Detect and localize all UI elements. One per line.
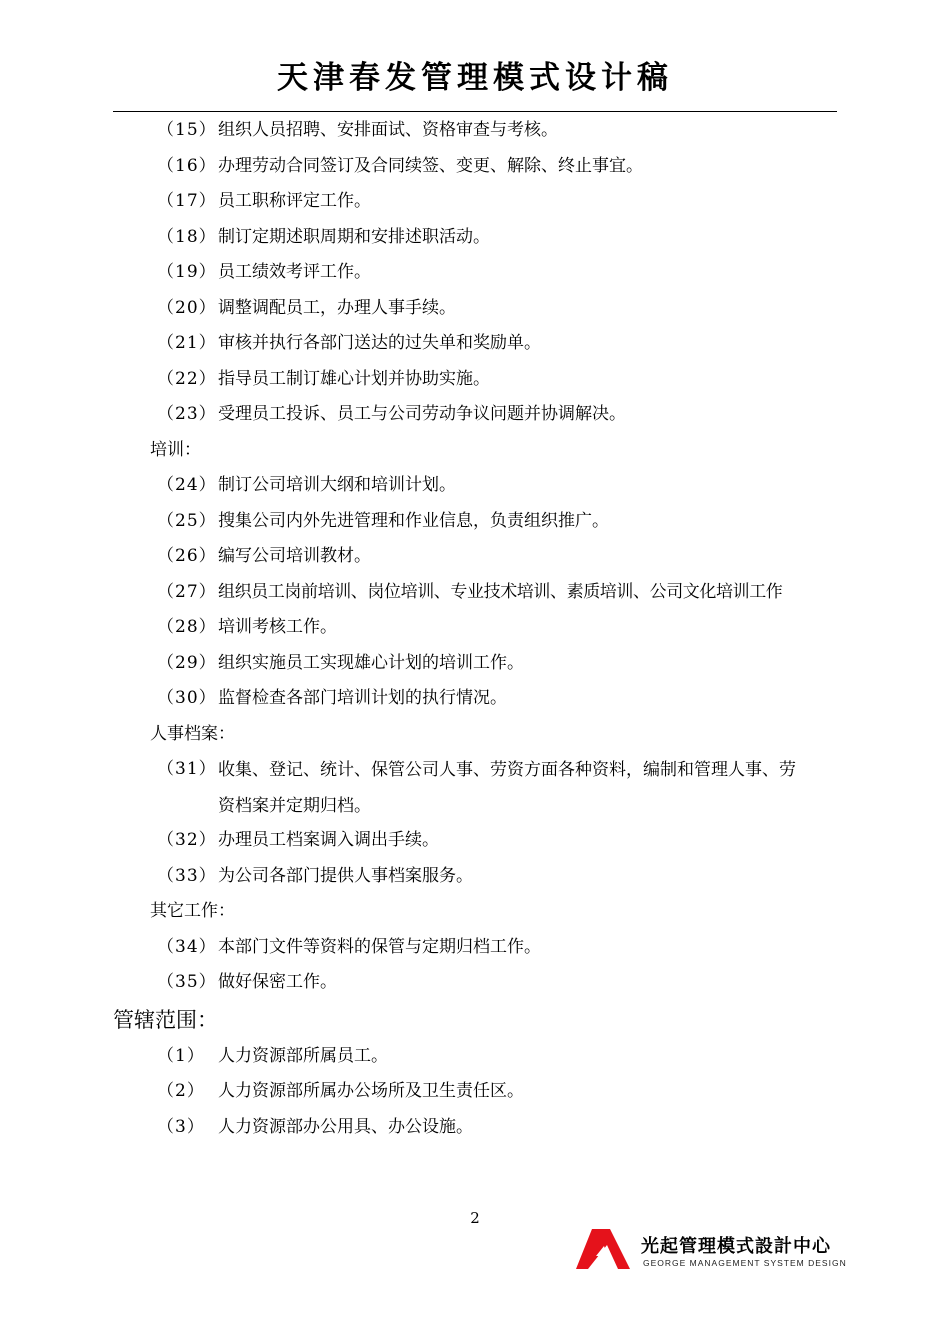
item-text: 制订定期述职周期和安排述职活动。 — [218, 226, 490, 247]
list-item — [113, 114, 837, 150]
item-text: 受理员工投诉、员工与公司劳动争议问题并协调解决。 — [218, 404, 626, 424]
document-body — [113, 114, 837, 1146]
training-heading: 培训： — [150, 439, 201, 460]
item-text: 制订公司培训大纲和培训计划。 — [218, 475, 456, 495]
scope-heading: 管辖范围： — [113, 1007, 218, 1032]
item-text: 办理员工档案调入调出手续。 — [218, 830, 439, 850]
item-number: （30） — [157, 688, 217, 708]
list-item — [113, 327, 837, 363]
item-text-line2: 资档案并定期归档。 — [218, 795, 371, 816]
list-item — [113, 824, 837, 860]
list-item — [113, 505, 837, 541]
item-number: （19） — [157, 262, 217, 282]
item-text: 搜集公司内外先进管理和作业信息，负责组织推广。 — [218, 510, 609, 531]
item-text: 指导员工制订雄心计划并协助实施。 — [218, 368, 490, 389]
item-text: 人力资源部所属办公场所及卫生责任区。 — [218, 1081, 524, 1101]
item-text: 组织人员招聘、安排面试、资格审查与考核。 — [218, 120, 558, 140]
item-number: （32） — [157, 830, 217, 850]
list-item — [113, 1111, 837, 1147]
header-divider — [113, 111, 837, 112]
item-text — [218, 753, 837, 824]
item-number: （35） — [157, 972, 217, 992]
item-number: （3） — [157, 1116, 205, 1137]
item-number: （18） — [157, 226, 217, 247]
list-item — [113, 931, 837, 967]
page-title: 天津春发管理模式设计稿 — [277, 60, 673, 96]
item-text: 编写公司培训教材。 — [218, 546, 371, 566]
list-item — [113, 540, 837, 576]
list-item — [113, 576, 837, 612]
item-number: （27） — [157, 581, 217, 602]
item-text: 组织实施员工实现雄心计划的培训工作。 — [218, 652, 524, 673]
item-number: （34） — [157, 936, 217, 957]
item-text: 调整调配员工，办理人事手续。 — [218, 297, 456, 318]
item-text: 办理劳动合同签订及合同续签、变更、解除、终止事宜。 — [218, 155, 643, 176]
item-text: 组织员工岗前培训、岗位培训、专业技术培训、素质培训、公司文化培训工作 — [218, 581, 783, 602]
item-number: （33） — [157, 865, 217, 886]
item-text: 员工职称评定工作。 — [218, 191, 371, 211]
list-item — [113, 1040, 837, 1076]
item-text: 审核并执行各部门送达的过失单和奖励单。 — [218, 333, 541, 353]
list-item — [113, 398, 837, 434]
item-number: （16） — [157, 155, 217, 176]
list-item — [113, 469, 837, 505]
item-number: （15） — [157, 120, 217, 140]
list-item — [113, 682, 837, 718]
item-number: （23） — [157, 404, 217, 424]
other-heading: 其它工作： — [150, 901, 235, 921]
item-text: 为公司各部门提供人事档案服务。 — [218, 865, 473, 886]
item-number: （24） — [157, 475, 217, 495]
item-text: 人力资源部所属员工。 — [218, 1045, 388, 1066]
page-number: 2 — [470, 1209, 480, 1227]
item-number: （2） — [157, 1081, 205, 1101]
item-text: 培训考核工作。 — [218, 617, 337, 637]
archives-heading: 人事档案： — [150, 723, 235, 744]
list-item — [113, 753, 837, 824]
list-item — [113, 860, 837, 896]
logo-subtitle: GEORGE MANAGEMENT SYSTEM DESIGN — [643, 1258, 847, 1268]
company-logo — [574, 1228, 847, 1270]
list-item — [113, 150, 837, 186]
item-text: 本部门文件等资料的保管与定期归档工作。 — [218, 936, 541, 957]
item-number: （31） — [157, 759, 217, 779]
list-item — [113, 647, 837, 683]
item-number: （1） — [157, 1045, 205, 1066]
item-number: （25） — [157, 510, 217, 531]
item-number: （29） — [157, 652, 217, 673]
list-item — [113, 611, 837, 647]
list-item — [113, 1075, 837, 1111]
list-item — [113, 221, 837, 257]
item-number: （17） — [157, 191, 217, 211]
list-item — [113, 292, 837, 328]
list-item — [113, 363, 837, 399]
item-text: 员工绩效考评工作。 — [218, 262, 371, 282]
list-item — [113, 966, 837, 1002]
item-text: 监督检查各部门培训计划的执行情况。 — [218, 688, 507, 708]
item-text-line1: 收集、登记、统计、保管公司人事、劳资方面各种资料，编制和管理人事、劳 — [218, 760, 796, 780]
item-number: （28） — [157, 617, 217, 637]
item-text: 做好保密工作。 — [218, 972, 337, 992]
list-item — [113, 256, 837, 292]
logo-a-icon — [574, 1228, 634, 1270]
item-number: （20） — [157, 297, 217, 318]
item-number: （26） — [157, 546, 217, 566]
item-text: 人力资源部办公用具、办公设施。 — [218, 1116, 473, 1137]
logo-name: 光起管理模式設計中心 — [641, 1236, 831, 1257]
item-number: （21） — [157, 333, 217, 353]
item-number: （22） — [157, 368, 217, 389]
list-item — [113, 185, 837, 221]
